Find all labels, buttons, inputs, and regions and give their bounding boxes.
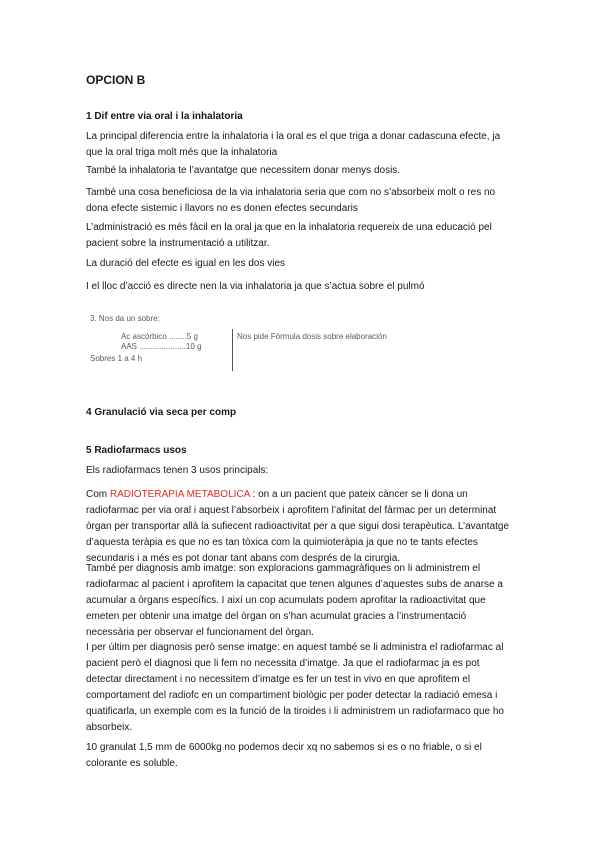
q5-paragraph-1 [86, 487, 516, 567]
question-5-heading: 5 Radiofarmacs usos [86, 445, 187, 456]
q1-paragraph-1: La principal diferencia entre la inhalatoria i la oral es el que triga a donar cadascuna efecte, ja que la oral triga molt més que la inhalatoria [86, 131, 501, 158]
scan-divider [232, 329, 233, 371]
scan-item-ascorbic: Ac ascórbico ........5 g [121, 332, 198, 341]
scan-note: Nos pide Fórmula dosis sobre elaboración [237, 332, 387, 341]
scanned-excerpt [80, 311, 500, 371]
q5-paragraph-2: També per diagnosis amb imatge: son exploracions gammagràfiques on li administrem el radiofarmac al pacient i aprofitem la capacitat que tenen algunes d’aquestes subs de anarse a acumular a òrgans específics. I així un cop acumulats podem aprofitar la radioactivitat que emeten per obtenir una imatge del òrgan on s’han acumulat gracies a l’instrumentació necessària per observar el funcionament del òrgan. [86, 563, 503, 638]
q1-paragraph-4: L’administració es més fàcil en la oral ja que en la inhalatoria requereix de una educació pel pacient sobre la instrumentació a utilitzar. [86, 222, 492, 249]
q5-p1-prefix: Com [86, 489, 110, 500]
page-title: OPCION B [86, 73, 146, 87]
question-10-text: 10 granulat 1,5 mm de 6000kg no podemos decir xq no sabemos si es o no friable, o si el colorante es soluble. [86, 742, 482, 769]
scan-question-title: 3. Nos da un sobre: [90, 314, 160, 323]
radioterapia-highlight: RADIOTERAPIA METABOLICA [109, 489, 250, 500]
question-1-heading: 1 Dif entre via oral i la inhalatoria [86, 111, 243, 122]
q1-paragraph-6: I el lloc d’acció es directe nen la via inhalatoria ja que s’actua sobre el pulmó [86, 281, 425, 292]
q5-intro: Els radiofarmacs tenen 3 usos principals: [86, 465, 269, 476]
q1-paragraph-2: També la inhalatoria te l’avantatge que necessitem donar menys dosis. [86, 165, 401, 176]
scan-dosage-line: Sobres 1 a 4 h [90, 354, 143, 363]
q1-paragraph-5: La duració del efecte es igual en les dos vies [86, 258, 286, 269]
q1-paragraph-3: També una cosa beneficiosa de la via inhalatoria seria que com no s’absorbeix molt o res no dona efecte sistemic i llavors no es donen efectes secundaris [86, 187, 496, 214]
question-4-heading: 4 Granulació via seca per comp [86, 407, 237, 418]
scan-item-aas: AAS .....................10 g [121, 342, 202, 351]
q5-p1-rest: : on a un pacient que pateix càncer se li dona un radiofarmac per via oral i aquest l’absorbeix i aprofitem l’afinitat del fàrmac per un determinat òrgan per transportar allà la sufiecent radioactivitat per a que sigui dosi terapèutica. L’avantatge d’aquesta teràpia es que no es tan tòxica com la quimioteràpia ja que no te tants efectes secundaris i a més es pot donar tant abans com després de la cirurgia. [86, 489, 510, 564]
q5-paragraph-3: I per últim per diagnosis però sense imatge: en aquest també se li administra el radiofarmac al pacient però el diagnosi que li fem no necessita d’imatge. Ja que el radiofarmac ja es pot detectar directament i no necessitem d’imatge es fer un test in vivo en que aprofitem el comportament del radiofc en un compartiment biològic per poder detectar la radiació emesa i quatificarla, un exemple com es la funció de la tiroides i li administrem un radiofarmaco que ho absorbeix. [86, 642, 504, 733]
